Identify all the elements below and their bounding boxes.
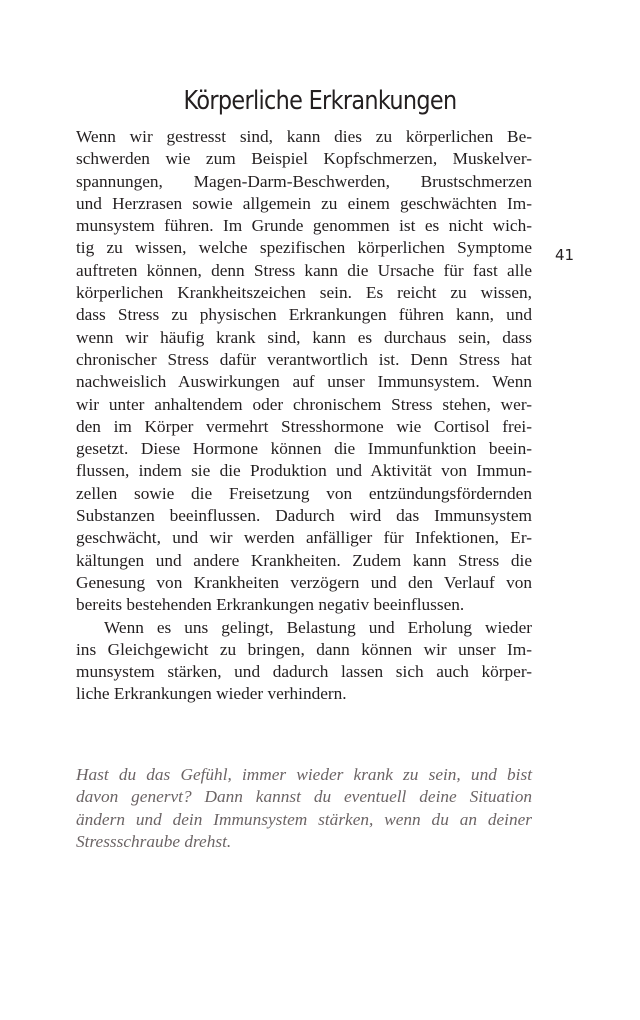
callout-line: ändern und dein Immunsystem stärken, wenn du an deiner xyxy=(76,809,532,829)
text-line: Wenn es uns gelingt, Belastung und Erholung wieder xyxy=(104,617,532,637)
text-line: flussen, indem sie die Produktion und Aktivität von Immun- xyxy=(76,461,532,481)
callout-text xyxy=(76,763,532,852)
text-line: tig zu wissen, welche spezifischen körperlichen Symptome xyxy=(76,238,532,258)
paragraph-1 xyxy=(76,126,532,617)
callout-line: Hast du das Gefühl, immer wieder krank zu sein, und bist xyxy=(76,765,532,784)
text-line: zellen sowie die Freisetzung von entzündungsfördernden xyxy=(76,483,532,503)
text-line: ins Gleichgewicht zu bringen, dann können wir unser Im- xyxy=(76,639,532,659)
text-line: gesetzt. Diese Hormone können die Immunfunktion beein- xyxy=(76,439,532,459)
text-line: auftreten können, denn Stress kann die Ursache für fast alle xyxy=(76,260,532,280)
text-line: dass Stress zu physischen Erkrankungen führen kann, und xyxy=(76,305,532,325)
text-line: geschwächt, und wir werden anfälliger für Infektionen, Er- xyxy=(76,528,532,548)
text-line: und Herzrasen sowie allgemein zu einem geschwächten Im- xyxy=(76,193,532,213)
text-line: wenn wir häufig krank sind, kann es durchaus sein, dass xyxy=(76,327,532,347)
text-line: wir unter anhaltendem oder chronischem Stress stehen, wer- xyxy=(76,394,532,414)
text-line: liche Erkrankungen wieder verhindern. xyxy=(76,684,347,704)
text-line: schwerden wie zum Beispiel Kopfschmerzen, Muskelver- xyxy=(76,149,532,169)
text-line: spannungen, Magen-Darm-Beschwerden, Brustschmerzen xyxy=(76,171,532,191)
text-line: Genesung von Krankheiten verzögern und den Verlauf von xyxy=(76,572,532,592)
page-title: Körperliche Erkrankungen xyxy=(183,86,457,116)
text-line: munsystem stärken, und dadurch lassen sich auch körper- xyxy=(76,662,532,682)
text-line: körperlichen Krankheitszeichen sein. Es reicht zu wissen, xyxy=(76,283,532,303)
body-text xyxy=(76,126,532,706)
text-line: den im Körper vermehrt Stresshormone wie Cortisol frei- xyxy=(76,416,532,436)
text-line: Substanzen beeinflussen. Dadurch wird das Immunsystem xyxy=(76,506,532,526)
callout-line: Stressschraube drehst. xyxy=(76,831,232,851)
callout-line: davon genervt? Dann kannst du eventuell deine Situation xyxy=(76,787,532,807)
paragraph-2 xyxy=(76,617,532,706)
text-line: munsystem führen. Im Grunde genommen ist es nicht wich- xyxy=(76,216,532,236)
text-line: kältungen und andere Krankheiten. Zudem kann Stress die xyxy=(76,550,532,570)
text-line: chronischer Stress dafür verantwortlich ist. Denn Stress hat xyxy=(76,349,532,369)
text-line: bereits bestehenden Erkrankungen negativ beeinflussen. xyxy=(76,595,465,615)
page-number: 41 xyxy=(555,246,575,264)
text-line: nachweislich Auswirkungen auf unser Immunsystem. Wenn xyxy=(76,372,532,392)
text-line: Wenn wir gestresst sind, kann dies zu körperlichen Be- xyxy=(76,127,532,146)
